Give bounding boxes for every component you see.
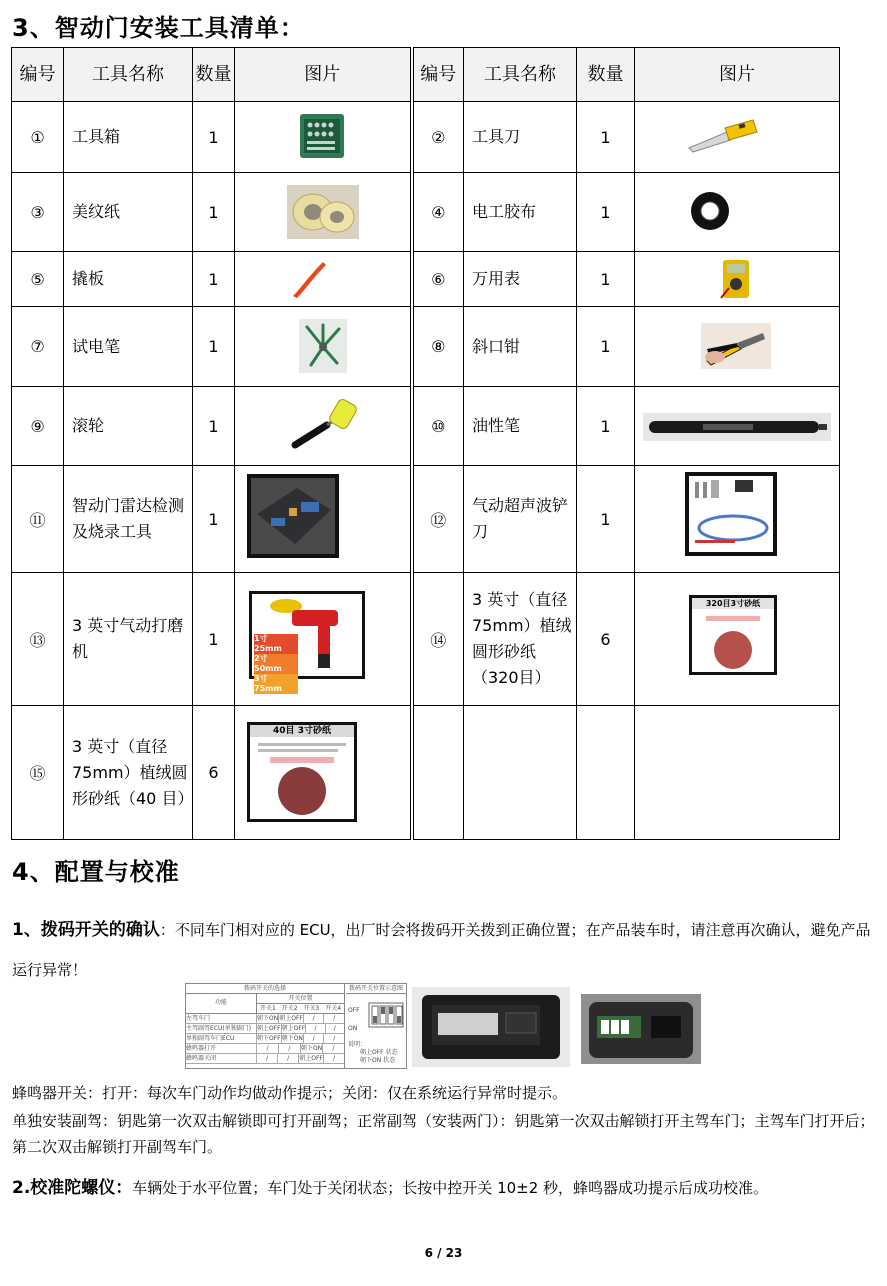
marker-image [643, 413, 831, 441]
item-qty: 1 [193, 573, 235, 706]
dip-col-switch: 开关2 [281, 1005, 298, 1012]
item-picture [635, 466, 840, 573]
pry-bar-image [289, 258, 329, 300]
dip-col-function: 功能 [214, 999, 227, 1006]
dip-table-cell: 朝下ON [257, 1015, 279, 1022]
item-number: ⑫ [412, 466, 464, 573]
item-name: 3 英寸（直径75mm）植绒圆形砂纸（320目） [464, 573, 577, 706]
item-name: 斜口钳 [464, 307, 577, 387]
item-qty: 6 [577, 573, 635, 706]
dip-table-cell: / [256, 1054, 277, 1063]
dip-table-cell: 单独副驾车门ECU [186, 1035, 235, 1042]
dip-table-cell: 主驾副驾ECU(单独副门) [186, 1025, 252, 1032]
header-pic: 图片 [635, 48, 840, 102]
table-row [12, 387, 840, 466]
sandpaper-title: 40目 3寸砂纸 [250, 725, 354, 737]
dip-switch-photo [581, 994, 701, 1064]
item-number: ③ [12, 173, 64, 252]
electrical-tape-image [689, 191, 731, 231]
item-number: ⑮ [12, 706, 64, 840]
item-qty: 1 [577, 307, 635, 387]
sandpaper-title: 320目3寸砂纸 [692, 598, 774, 609]
dip-legend-off: OFF [348, 1007, 360, 1014]
multimeter-image [719, 258, 753, 300]
item-picture [235, 387, 412, 466]
sander-size-label: 2寸 50mm [254, 654, 298, 674]
install-text-2: 第二次双击解锁打开副驾车门。 [12, 1138, 223, 1156]
dip-table-cell: 朝上OFF [279, 1015, 303, 1022]
item-name: 3 英寸气动打磨机 [64, 573, 193, 706]
item-name: 工具箱 [64, 102, 193, 173]
dip-switch-text: ：不同车门相对应的 ECU，出厂时会将拨码开关拨到正确位置；在产品装车时，请注意再次确认，避免产品运行异常！ [12, 921, 871, 979]
toolbox-image [299, 110, 345, 160]
gyro-heading: 2.校准陀螺仪： [12, 1178, 133, 1198]
dip-legend-on: ON [348, 1025, 358, 1032]
ultrasonic-cutter-image [685, 472, 777, 556]
section3-title: 3、智动门安装工具清单： [12, 14, 305, 42]
dip-table-cell: 朝上OFF [281, 1025, 306, 1032]
test-pen-image [299, 319, 347, 373]
item-number: ⑪ [12, 466, 64, 573]
table-row [12, 173, 840, 252]
dip-table-cell: / [303, 1014, 324, 1023]
item-number: ⑭ [412, 573, 464, 706]
dip-table-cell: 左驾车门 [186, 1015, 211, 1022]
item-name: 油性笔 [464, 387, 577, 466]
item-qty: 1 [193, 173, 235, 252]
radar-tool-image [247, 474, 339, 558]
item-name: 气动超声波铲刀 [464, 466, 577, 573]
empty-cell [577, 706, 635, 840]
sander-image [249, 591, 365, 693]
item-qty: 1 [193, 307, 235, 387]
sander-size-label: 3寸 75mm [254, 674, 298, 694]
dip-table-cell: 朝下ON [281, 1035, 303, 1042]
dip-note: 朝上OFF 状态 [360, 1049, 398, 1056]
table-header-row [12, 48, 840, 102]
item-qty: 6 [193, 706, 235, 840]
dip-table-cell: / [323, 1014, 344, 1023]
ecu-module-photo [412, 987, 570, 1067]
dip-table-cell: 朝上OFF [257, 1025, 281, 1032]
dip-table-cell: / [277, 1054, 298, 1063]
masking-tape-image [287, 185, 359, 239]
gyro-text: 车辆处于水平位置；车门处于关闭状态；长按中控开关 10±2 秒，蜂鸣器成功提示后成功校准。 [132, 1179, 769, 1197]
item-number: ⑥ [412, 252, 464, 307]
item-number: ⑩ [412, 387, 464, 466]
item-qty: 1 [577, 387, 635, 466]
empty-cell [464, 706, 577, 840]
item-picture [235, 573, 412, 706]
item-picture [635, 102, 840, 173]
item-qty: 1 [577, 252, 635, 307]
dip-switch-diagram [368, 1002, 404, 1028]
roller-image [289, 399, 359, 451]
item-number: ⑤ [12, 252, 64, 307]
dip-table-cell: / [322, 1044, 344, 1053]
item-name: 万用表 [464, 252, 577, 307]
empty-cell [635, 706, 840, 840]
empty-cell [412, 706, 464, 840]
dip-table-cell: / [303, 1034, 324, 1043]
item-qty: 1 [577, 102, 635, 173]
item-qty: 1 [193, 252, 235, 307]
dip-table-title: 拨码开关的选择 [186, 984, 344, 994]
item-number: ⑨ [12, 387, 64, 466]
item-qty: 1 [193, 102, 235, 173]
item-picture [235, 173, 412, 252]
item-number: ⑬ [12, 573, 64, 706]
dip-note: 说明： [348, 1041, 367, 1048]
dip-col-switch: 开关4 [325, 1005, 342, 1012]
item-name: 工具刀 [464, 102, 577, 173]
sandpaper-320-image [689, 595, 777, 675]
item-qty: 1 [577, 173, 635, 252]
item-number: ① [12, 102, 64, 173]
item-qty: 1 [193, 387, 235, 466]
item-name: 美纹纸 [64, 173, 193, 252]
item-picture [235, 466, 412, 573]
item-number: ⑧ [412, 307, 464, 387]
sander-size-label: 1寸 25mm [254, 634, 298, 654]
dip-table-cell: / [325, 1024, 344, 1033]
install-text-1: 单独安装副驾：钥匙第一次双击解锁即可打开副驾；正常副驾（安装两门）：钥匙第一次双击解锁打开主驾车门；主驾车门打开后； [12, 1112, 875, 1130]
table-row [12, 102, 840, 173]
dip-col-switch: 开关3 [303, 1005, 320, 1012]
dip-table-row [186, 1024, 344, 1034]
item-number: ④ [412, 173, 464, 252]
item-name: 滚轮 [64, 387, 193, 466]
dip-table-cell: 朝下OFF [257, 1035, 281, 1042]
item-number: ⑦ [12, 307, 64, 387]
item-name: 试电笔 [64, 307, 193, 387]
dip-diagram-title: 拨码开关位置示意图 [346, 984, 406, 994]
table-row [12, 307, 840, 387]
tools-table [11, 47, 840, 840]
dip-col-switch-pos: 开关位置 [257, 994, 344, 1004]
item-name: 撬板 [64, 252, 193, 307]
table-row [12, 466, 840, 573]
dip-table-cell: / [278, 1044, 300, 1053]
item-picture [635, 173, 840, 252]
dip-note: 朝下ON 状态 [360, 1057, 396, 1064]
utility-knife-image [687, 118, 759, 154]
dip-table-row [186, 1044, 344, 1054]
table-row [12, 252, 840, 307]
dip-table-cell: / [256, 1044, 278, 1053]
item-qty: 1 [577, 466, 635, 573]
item-picture [235, 102, 412, 173]
pliers-image [701, 323, 771, 369]
item-picture [635, 252, 840, 307]
item-name: 智动门雷达检测及烧录工具 [64, 466, 193, 573]
item-picture [635, 387, 840, 466]
header-name: 工具名称 [64, 48, 193, 102]
sandpaper-40-image [247, 722, 357, 822]
header-qty: 数量 [577, 48, 635, 102]
dip-table-cell: 蜂鸣器打开 [186, 1045, 217, 1052]
item-name: 3 英寸（直径75mm）植绒圆形砂纸（40 目） [64, 706, 193, 840]
table-row [12, 573, 840, 706]
page-number: 6 / 23 [424, 1246, 463, 1260]
item-number: ② [412, 102, 464, 173]
gyro-paragraph [12, 1177, 882, 1199]
dip-table-cell: / [323, 1034, 344, 1043]
dip-switch-heading: 1、拨码开关的确认 [12, 920, 160, 940]
dip-col-switch: 开关1 [259, 1005, 276, 1012]
section4-title: 4、配置与校准 [12, 858, 180, 886]
dip-table-cell: 朝上OFF [299, 1055, 323, 1062]
dip-table-body [186, 1014, 344, 1064]
item-picture [235, 252, 412, 307]
dip-table-cell: 朝下ON [300, 1045, 323, 1052]
item-picture [635, 573, 840, 706]
header-qty: 数量 [193, 48, 235, 102]
header-pic: 图片 [235, 48, 412, 102]
header-no: 编号 [12, 48, 64, 102]
item-name: 电工胶布 [464, 173, 577, 252]
header-name: 工具名称 [464, 48, 577, 102]
dip-table-row [186, 1054, 344, 1064]
dip-switch-paragraph [12, 910, 882, 990]
dip-table-cell: / [323, 1054, 344, 1063]
item-qty: 1 [193, 466, 235, 573]
item-picture [235, 307, 412, 387]
item-picture [235, 706, 412, 840]
buzzer-text: 蜂鸣器开关：打开：每次车门动作均做动作提示；关闭：仅在系统运行异常时提示。 [12, 1084, 568, 1102]
item-picture [635, 307, 840, 387]
header-no: 编号 [412, 48, 464, 102]
dip-table-cell: / [305, 1024, 324, 1033]
dip-table-cell: 蜂鸣器关闭 [186, 1055, 217, 1062]
dip-table-row [186, 1034, 344, 1044]
table-row [12, 706, 840, 840]
dip-switch-table [185, 983, 407, 1069]
dip-table-row [186, 1014, 344, 1024]
